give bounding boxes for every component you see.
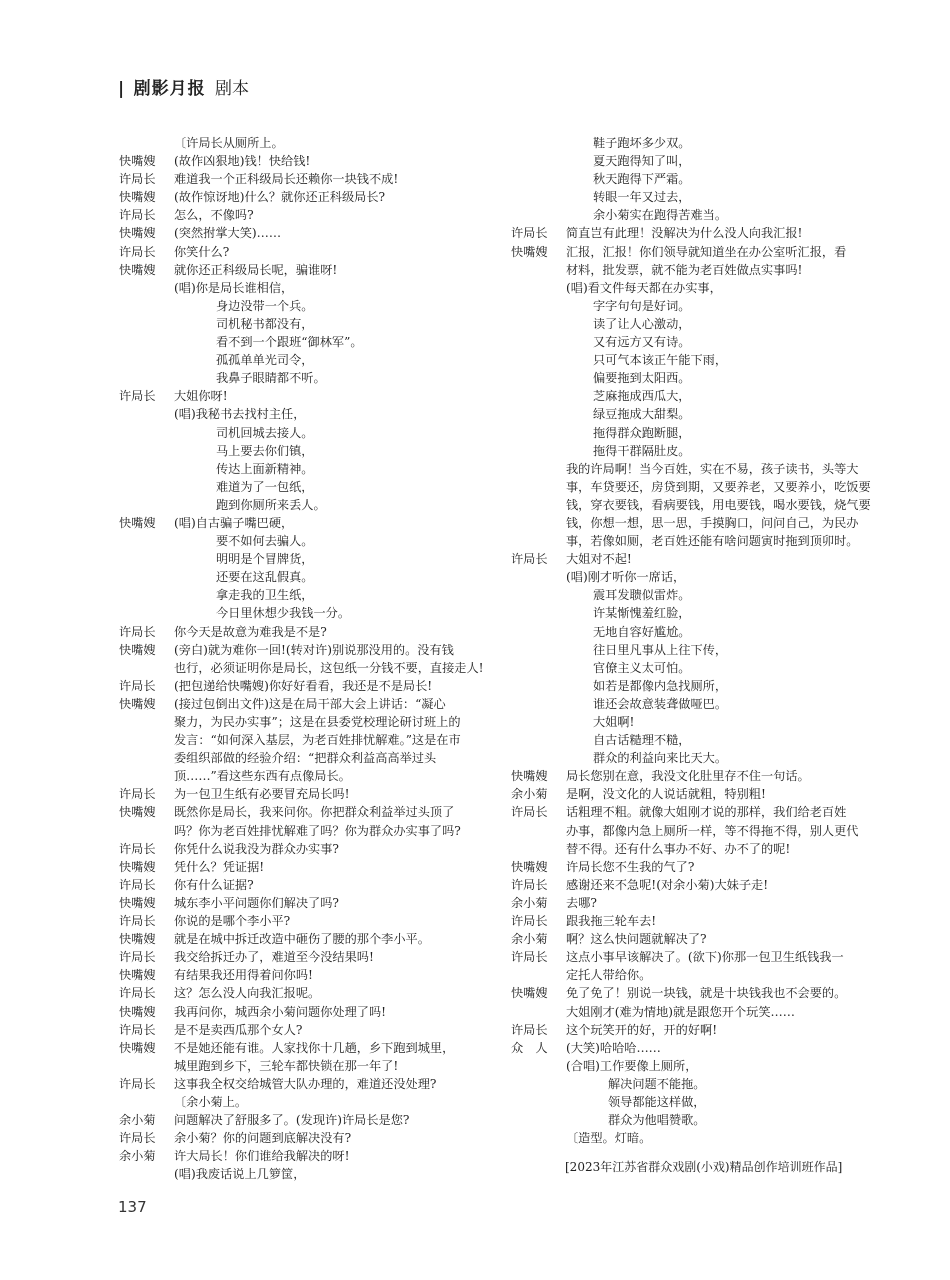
page-number: 137 [118,1198,147,1216]
script-line [511,822,877,840]
script-line [119,333,491,351]
script-line [119,243,491,261]
line-text: 官僚主义太可怕。 [593,660,691,675]
line-text: 这点小事早该解决了。(欲下)你那一包卫生纸钱我一 [566,950,844,965]
script-line [119,496,491,514]
line-text: (接过包倒出文件)这是在局干部大会上讲话：“凝心 [174,696,446,711]
script-line [511,1093,877,1111]
speaker-name: 快嘴嫂 [119,932,156,947]
line-text: 〔余小菊上。 [174,1094,248,1109]
script-line [119,460,491,478]
speaker-name: 许局长 [511,552,548,567]
speaker-name: 许局长 [511,805,548,820]
page-header [118,74,249,99]
script-line [511,840,877,858]
speaker-name: 许局长 [119,678,156,693]
speaker-name: 快嘴嫂 [119,1004,156,1019]
line-text: 你凭什么说我没为群众办实事? [174,841,339,856]
speaker-name: 快嘴嫂 [119,154,156,169]
line-text: 马上要去你们镇， [216,443,314,458]
script-line [511,641,877,659]
speaker-name: 许局长 [511,914,548,929]
line-text: 就是在城中拆迁改造中砸伤了腰的那个李小平。 [174,932,430,947]
script-line [119,930,491,948]
line-text: 简直岂有此理！没解决为什么没人向我汇报! [566,226,803,241]
line-text: 群众的利益向来比天大。 [593,751,728,766]
script-line [119,1129,491,1147]
script-line [119,840,491,858]
script-line [511,442,877,460]
line-text: 钱，穿衣要钱，看病要钱，用电要钱，喝水要钱，烧气要 [566,497,871,512]
line-text: 难道为了一包纸， [216,479,314,494]
speaker-name: 快嘴嫂 [511,769,548,784]
speaker-name: 余小菊 [511,787,548,802]
line-text: 既然你是局长，我来问你。你把群众利益举过头顶了 [174,805,455,820]
line-text: 拖得干群隔肚皮。 [593,443,691,458]
script-line [119,948,491,966]
script-line [119,206,491,224]
script-line [511,369,877,387]
line-text: 你今天是故意为难我是不是? [174,624,327,639]
line-text: 就你还正科级局长呢，骗谁呀! [174,262,338,277]
line-text: 钱，你想一想，思一思，手摸胸口，问问自己，为民办 [566,515,859,530]
speaker-name: 快嘴嫂 [119,226,156,241]
line-text: 这事我全权交给城管大队办理的，难道还没处理? [174,1076,437,1091]
script-line [511,659,877,677]
line-text: 震耳发聩似雷炸。 [593,588,691,603]
speaker-name: 余小菊 [511,932,548,947]
line-text: 还要在这乱假真。 [216,570,314,585]
script-line [511,315,877,333]
speaker-name: 余小菊 [119,1149,156,1164]
script-line [119,803,491,821]
script-line [119,677,491,695]
script-line [119,1111,491,1129]
script-line [511,1129,877,1147]
speaker-name: 快嘴嫂 [119,1040,156,1055]
script-line [119,822,491,840]
speaker-name: 许局长 [511,950,548,965]
line-text: 不是她还能有谁。人家找你十几趟，乡下跑到城里， [174,1040,455,1055]
line-text: 秋天跑得下严霜。 [593,172,691,187]
line-text: (唱)刚才听你一席话， [566,570,686,585]
line-text: 有结果我还用得着问你吗! [174,968,313,983]
line-text: (唱)我秘书去找村主任， [174,407,306,422]
line-text: 免了免了！别说一块钱，就是十块钱我也不会要的。 [566,986,847,1001]
script-line [511,1003,877,1021]
script-line [119,876,491,894]
script-line [119,641,491,659]
line-text: 你有什么证据? [174,877,254,892]
script-line [511,243,877,261]
speaker-name: 许局长 [119,389,156,404]
script-line [119,695,491,713]
speaker-name: 余小菊 [119,1113,156,1128]
line-text: 大姐啊! [593,715,635,729]
script-line [511,858,877,876]
line-text: 材料，批发票，就不能为老百姓做点实事吗! [566,262,803,277]
script-line [511,912,877,930]
line-text: 也行，必须证明你是局长，这包纸一分钱不要，直接走人! [174,660,484,675]
line-text: (故作惊讶地)什么？就你还正科级局长? [174,190,386,205]
line-text: 为一包卫生纸有必要冒充局长吗! [174,787,350,802]
speaker-name: 许局长 [119,914,156,929]
script-line [511,224,877,242]
speaker-name: 快嘴嫂 [119,642,156,657]
line-text: 城里跑到乡下，三轮车都快锁在那一年了! [174,1058,399,1073]
script-line [511,713,877,731]
line-text: 大姐对不起! [566,552,632,567]
script-line [119,785,491,803]
script-line [511,1021,877,1039]
line-text: 传达上面新精神。 [216,461,314,476]
speaker-name: 许局长 [119,244,156,259]
line-text: 我的许局啊！当今百姓，实在不易，孩子读书，头等大 [566,461,859,476]
script-line [119,478,491,496]
script-line [511,948,877,966]
script-line [119,152,491,170]
speaker-name: 快嘴嫂 [119,859,156,874]
script-line [119,1075,491,1093]
magazine-title: 剧影月报 [133,79,206,99]
script-line [511,731,877,749]
script-line [511,188,877,206]
line-text: 偏要拖到太阳西。 [593,371,691,386]
script-line [119,659,491,677]
script-line [511,930,877,948]
script-line [119,767,491,785]
script-line [511,460,877,478]
line-text: (旁白)就为难你一回!(转对许)别说那没用的。没有钱 [174,642,454,657]
script-line [119,369,491,387]
speaker-name: 快嘴嫂 [119,968,156,983]
line-text: 又有远方又有诗。 [593,335,691,350]
line-text: 这？怎么没人向我汇报呢。 [174,986,321,1001]
speaker-name: 快嘴嫂 [119,696,156,711]
line-text: 领导都能这样做， [608,1094,706,1109]
script-line [511,478,877,496]
line-text: 大姐刚才(难为情地)就是跟您开个玩笑…… [566,1004,795,1019]
line-text: 去哪? [566,895,597,910]
line-text: 是不是卖西瓜那个女人? [174,1022,303,1037]
line-text: (把包递给快嘴嫂)你好好看看，我还是不是局长! [174,678,433,693]
line-text: 往日里凡事从上往下传， [593,642,728,657]
line-text: 如若是都像内急找厕所， [593,678,728,693]
script-line [119,894,491,912]
script-line [119,315,491,333]
line-text: 绿豆拖成大甜梨。 [593,407,691,422]
line-text: 事，若像如厕，老百姓还能有啥问题寅时拖到顶卯时。 [566,534,859,549]
line-text: 余小菊？你的问题到底解决没有? [174,1131,352,1146]
script-line [119,532,491,550]
script-line [511,568,877,586]
script-line [119,586,491,604]
script-line [119,134,491,152]
line-text: 今日里休想少我钱一分。 [216,606,351,621]
line-text: 发言：“如何深入基层，为老百姓排忧解难。”这是在市 [174,733,461,748]
script-line [119,731,491,749]
line-text: 转眼一年又过去， [593,190,691,205]
speaker-name: 许局长 [119,208,156,223]
script-line [511,206,877,224]
script-line [511,767,877,785]
line-text: 你笑什么? [174,244,230,259]
line-text: (唱)你是局长谁相信， [174,280,294,295]
script-line [119,966,491,984]
line-text: 替不得。还有什么事办不好、办不了的呢! [566,841,791,856]
script-line [119,749,491,767]
script-line [511,532,877,550]
line-text: 明明是个冒牌货， [216,552,314,567]
speaker-name: 余小菊 [511,895,548,910]
script-line [119,170,491,188]
script-line [511,1057,877,1075]
line-text: 顶……”看这些东西有点像局长。 [174,769,351,784]
line-text: 跟我拖三轮车去! [566,914,657,929]
line-text: 大姐你呀! [174,389,228,404]
script-line [119,279,491,297]
line-text: 凭什么？凭证据! [174,859,265,874]
speaker-name: 许局长 [119,1131,156,1146]
line-text: (故作凶狠地)钱！快给钱! [174,154,311,169]
script-line [511,405,877,423]
line-text: 身边没带一个兵。 [216,298,314,313]
speaker-name: 快嘴嫂 [511,244,548,259]
script-line [119,1057,491,1075]
speaker-name: 快嘴嫂 [119,190,156,205]
script-line [119,1039,491,1057]
speaker-name: 许局长 [119,877,156,892]
line-text: 群众为他唱赞歌。 [608,1113,706,1128]
script-line [511,984,877,1002]
script-line [511,1075,877,1093]
script-line [511,351,877,369]
script-line [511,966,877,984]
speaker-name: 许局长 [119,787,156,802]
line-text: 跑到你厕所来丢人。 [216,497,326,512]
script-line [511,550,877,568]
script-line [511,170,877,188]
script-line [119,550,491,568]
script-line [119,514,491,532]
section-title: 剧本 [215,79,250,99]
script-line [511,749,877,767]
script-line [119,713,491,731]
line-text: 我再问你，城西余小菊问题你处理了吗! [174,1004,387,1019]
speaker-name: 快嘴嫂 [119,805,156,820]
line-text: 事，车贷要还，房贷到期，又要养老，又要养小，吃饭要 [566,479,871,494]
line-text: 夏天跑得知了叫， [593,154,691,169]
speaker-name: 许局长 [119,1022,156,1037]
script-line [119,984,491,1002]
line-text: 谁还会故意装聋做哑巴。 [593,696,728,711]
line-text: 汇报，汇报！你们领导就知道坐在办公室听汇报，看 [566,244,847,259]
line-text: (合唱)工作要像上厕所， [566,1058,698,1073]
script-line [511,134,877,152]
speaker-name: 许局长 [511,226,548,241]
script-line [119,1147,491,1165]
script-line [511,803,877,821]
script-line [119,912,491,930]
credit-note: [2023年江苏省群众戏剧(小戏)精品创作培训班作品] [565,1160,843,1174]
speaker-name: 许局长 [119,172,156,187]
line-text: 这个玩笑开的好，开的好啊! [566,1022,718,1037]
script-line [511,785,877,803]
header-bar: | [118,79,125,99]
speaker-name: 快嘴嫂 [119,515,156,530]
script-line [119,1093,491,1111]
line-text: 拿走我的卫生纸， [216,588,314,603]
speaker-name: 许局长 [511,1022,548,1037]
speaker-name: 快嘴嫂 [119,262,156,277]
line-text: 委组织部做的经验介绍：“把群众利益高高举过头 [174,751,437,766]
script-line [511,604,877,622]
script-line [511,677,877,695]
script-line [119,623,491,641]
line-text: 余小菊实在跑得苦难当。 [593,208,728,223]
line-text: (突然拊掌大笑)…… [174,226,282,241]
line-text: 是啊，没文化的人说话就粗，特别粗! [566,787,766,802]
line-text: 鞋子跑坏多少双。 [593,136,691,150]
line-text: 读了让人心激动， [593,316,691,331]
line-text: 难道我一个正科级局长还赖你一块钱不成! [174,172,399,187]
script-column-right [511,134,877,1147]
speaker-name: 许局长 [119,950,156,965]
line-text: 感谢还来不急呢!(对余小菊)大妹子走! [566,877,769,892]
script-line [119,224,491,242]
line-text: 司机回城去接人。 [216,425,314,440]
line-text: 许某惭愧羞红脸， [593,606,691,621]
line-text: 〔许局长从厕所上。 [174,136,284,150]
script-column-left [119,134,491,1183]
script-line [119,351,491,369]
script-line [511,623,877,641]
script-line [119,405,491,423]
line-text: 我鼻子眼睛都不听。 [216,371,326,386]
script-line [511,695,877,713]
line-text: 定托人带给你。 [566,968,652,983]
line-text: 看不到一个跟班“御林军”。 [216,335,363,350]
line-text: 〔造型。灯暗。 [566,1131,652,1146]
line-text: 芝麻拖成西瓜大， [593,389,691,404]
line-text: 解决问题不能拖。 [608,1076,706,1091]
script-line [511,514,877,532]
script-line [511,261,877,279]
line-text: 孤孤单单光司令， [216,353,314,368]
line-text: (唱)我废话说上几箩筐， [174,1167,306,1182]
script-line [119,604,491,622]
line-text: 聚力，为民办实事”；这是在县委党校理论研讨班上的 [174,715,461,729]
script-line [511,894,877,912]
speaker-name: 许局长 [511,877,548,892]
script-line [511,387,877,405]
line-text: 司机秘书都没有， [216,316,314,331]
script-line [119,261,491,279]
line-text: 啊？这么快问题就解决了? [566,932,707,947]
script-line [511,279,877,297]
script-line [511,152,877,170]
line-text: 我交给拆迁办了，难道至今没结果吗! [174,950,374,965]
line-text: 字字句句是好词。 [593,298,691,313]
script-line [119,188,491,206]
speaker-name: 许局长 [119,1076,156,1091]
line-text: 许局长您不生我的气了? [566,859,695,874]
line-text: 自古话糙理不糙， [593,733,691,748]
line-text: 许大局长！你们谁给我解决的呀! [174,1149,350,1164]
speaker-name: 众 人 [511,1040,548,1055]
script-line [511,586,877,604]
line-text: 只可气本该正午能下雨， [593,353,728,368]
line-text: 拖得群众跑断腿， [593,425,691,440]
line-text: 话粗理不粗。就像大姐刚才说的那样，我们给老百姓 [566,805,847,820]
line-text: (大笑)哈哈哈…… [566,1040,661,1055]
script-line [119,297,491,315]
line-text: (唱)自古骗子嘴巴硬， [174,515,294,530]
line-text: 问题解决了舒服多了。(发现许)许局长是您? [174,1113,410,1128]
line-text: 怎么，不像吗? [174,208,254,223]
script-line [119,1003,491,1021]
speaker-name: 许局长 [119,841,156,856]
line-text: 吗？你为老百姓排忧解难了吗？你为群众办实事了吗? [174,823,461,838]
script-line [119,442,491,460]
script-line [511,424,877,442]
script-line [119,1165,491,1183]
speaker-name: 快嘴嫂 [511,986,548,1001]
speaker-name: 许局长 [119,986,156,1001]
script-line [119,858,491,876]
script-line [511,1039,877,1057]
script-line [511,333,877,351]
script-line [511,1111,877,1129]
line-text: 局长您别在意，我没文化肚里存不住一句话。 [566,769,810,784]
speaker-name: 快嘴嫂 [511,859,548,874]
script-line [511,496,877,514]
line-text: 你说的是哪个李小平? [174,914,291,929]
line-text: 无地自容好尴尬。 [593,624,691,639]
script-line [119,387,491,405]
script-line [511,297,877,315]
line-text: 办事，都像内急上厕所一样，等不得拖不得，别人更代 [566,823,859,838]
speaker-name: 许局长 [119,624,156,639]
script-line [119,424,491,442]
script-line [119,1021,491,1039]
script-line [119,568,491,586]
line-text: 城东李小平问题你们解决了吗? [174,895,339,910]
line-text: (唱)看文件每天都在办实事， [566,280,722,295]
script-line [511,876,877,894]
line-text: 要不如何去骗人。 [216,534,314,549]
speaker-name: 快嘴嫂 [119,895,156,910]
